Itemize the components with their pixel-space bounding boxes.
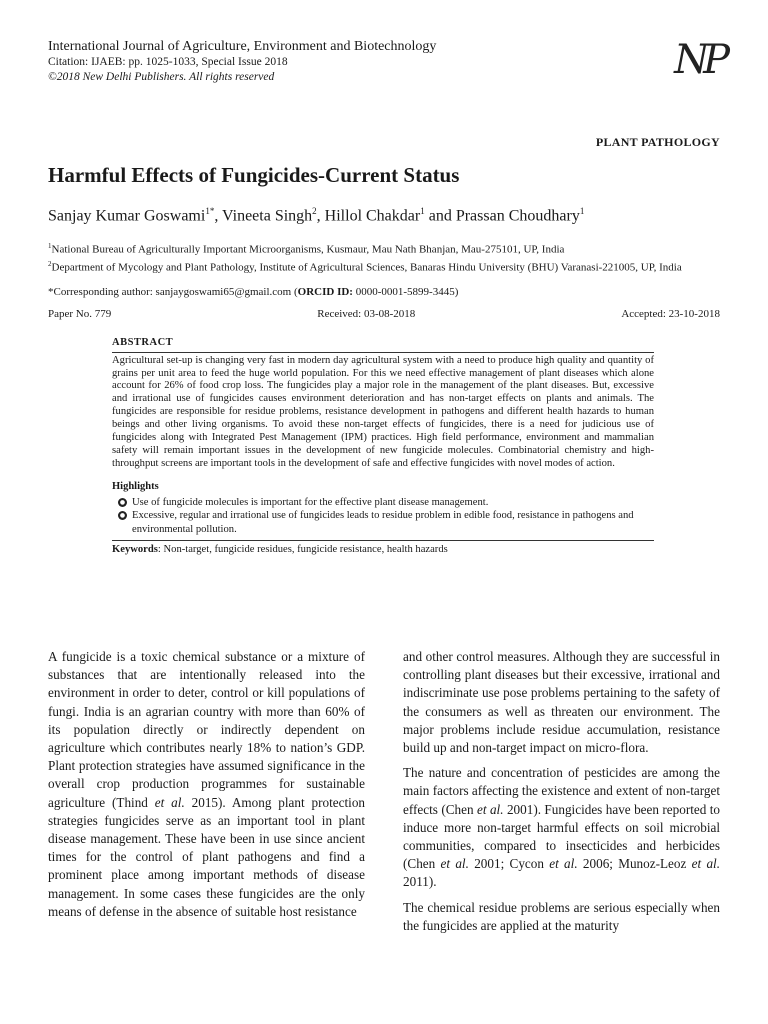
text-run: 2006; Munoz-Leoz [577, 856, 692, 872]
keywords-text: : Non-target, fungicide residues, fungicide resistance, health hazards [157, 544, 448, 556]
text-run: A fungicide is a toxic chemical substance or a mixture of substances that are intentionally released into the environment in order to deter, control or kill populations of fungi. India is an agrarian country with more than 60% of its population directly or indirectly dependent on agriculture which contributes nearly 18% to nation’s GDP. Plant protection strategies have assumed significance in the overall crop production programmes for sustainable agriculture (Thind [48, 649, 365, 810]
left-column [48, 648, 365, 942]
abstract-heading: ABSTRACT [112, 337, 654, 353]
text-run: et al. [477, 801, 504, 817]
received-date: Received: 03-08-2018 [317, 307, 416, 320]
author-sep: , [214, 207, 223, 225]
affiliation-sup: 1 [48, 242, 52, 251]
orcid-value: 0000-0001-5899-3445) [352, 285, 459, 298]
citation: Citation: IJAEB: pp. 1025-1033, Special Issue 2018 [48, 56, 288, 68]
paper-meta [48, 308, 720, 320]
journal-header [48, 37, 724, 98]
paragraph [403, 764, 720, 891]
keywords [112, 540, 654, 555]
highlight-item [118, 496, 654, 510]
highlights-list [112, 496, 654, 537]
keywords-label: Keywords [112, 544, 158, 556]
text-run: et al. [154, 794, 185, 810]
section-label: PLANT PATHOLOGY [595, 135, 720, 149]
orcid-label: ORCID ID: [297, 285, 353, 298]
author-sup: 1 [420, 206, 425, 216]
publisher-logo: NP [674, 37, 724, 83]
text-run: et al. [691, 856, 721, 872]
accepted-date: Accepted: 23-10-2018 [621, 307, 720, 320]
affiliation-text: Department of Mycology and Plant Pathology, Institute of Agricultural Sciences, Banaras Hindu University (BHU) Varanasi-221005, UP, India [51, 262, 682, 275]
author-name: Vineeta Singh [222, 207, 313, 225]
author-list [48, 201, 720, 226]
text-run: 2011). [403, 874, 437, 890]
abstract-box [112, 337, 654, 556]
affiliation [48, 239, 720, 257]
paragraph: The chemical residue problems are serious especially when the fungicides are applied at the maturity [403, 899, 720, 933]
author-name: Hillol Chakdar [324, 207, 421, 225]
author-sep: and [424, 207, 456, 225]
affiliation-sup: 2 [48, 260, 52, 269]
bullet-icon: ● [119, 498, 126, 506]
author-sup: 2 [312, 206, 317, 216]
journal-name: International Journal of Agriculture, Environment and Biotechnology [48, 39, 437, 54]
right-column [403, 648, 720, 942]
corresponding-author [48, 285, 720, 299]
highlight-text: Excessive, regular and irrational use of fungicides leads to residue problem in edible food, resistance in pathogens and environmental pollution. [132, 510, 634, 535]
author-name: Sanjay Kumar Goswami [48, 207, 206, 225]
text-run: 2001). Fungicides have been reported to induce more non-target harmful effects on soil microbial communities, compared to insecticides and herbicides (Chen [403, 801, 721, 872]
highlight-item [118, 509, 654, 536]
copyright: ©2018 New Delhi Publishers. All rights reserved [48, 71, 275, 83]
text-run: The nature and concentration of pesticides are among the main factors affecting the existence and extent of non-target effects (Chen [403, 765, 720, 817]
text-run: 2001; Cycon [468, 856, 550, 872]
author-name: Prassan Choudhary [455, 207, 580, 225]
text-run: et al. [549, 856, 578, 872]
highlights-heading: Highlights [112, 480, 159, 492]
affiliation [48, 257, 720, 275]
body-columns [48, 648, 720, 942]
paper-title: Harmful Effects of Fungicides-Current Status [48, 163, 460, 187]
bullet-icon: ● [119, 512, 126, 520]
highlight-text: Use of fungicide molecules is important for the effective plant disease management. [132, 496, 489, 508]
affiliations [48, 239, 720, 275]
text-run: 2015). Among plant protection strategies fungicides serve as an important tool in plant disease management. These have been in use since ancient times for the control of plant pathogens and find a prominent place among important methods of disease management. In some cases these fungicides are the only means of defense in the absence of suitable host resistance [48, 794, 366, 919]
paragraph [48, 648, 365, 921]
affiliation-text: National Bureau of Agriculturally Important Microorganisms, Kusmaur, Mau Nath Bhanjan, Mau-275101, UP, India [51, 243, 565, 256]
paper-number: Paper No. 779 [48, 307, 112, 320]
corresponding-email: *Corresponding author: sanjaygoswami65@gmail.com ( [48, 285, 298, 298]
text-run: et al. [440, 856, 469, 872]
author-sup: 1 [579, 206, 585, 216]
paragraph: and other control measures. Although they are successful in controlling plant diseases but their excessive, irrational and indiscriminate use pose problems pertaining to the safety of the consumers as well as threaten our environment. The major problems include residue accumulation, resistance build up and non-target impact on micro-flora. [403, 649, 720, 756]
author-sep: , [316, 207, 325, 225]
page [48, 37, 724, 556]
author-sup: 1* [205, 206, 215, 216]
abstract-text: Agricultural set-up is changing very fast in modern day agricultural system with a need to produce high quality and quantity of grains per unit area to feed the huge world population. For this we need effective management of plant diseases which alone account for 26% of food crop loss. The fungicides play a major role in the management of the plant diseases. But, excessive and irrational use of fungicides causes environment deterioration and has non-target effects on plants and animals. The fungicides are responsible for residue problems, resistance development in pathogens and different health hazards to human beings and other living organisms. To avoid these non-target effects of fungicides, there is a need for judicious use of fungicides along with Integrated Pest Management (IPM) practices. High field performance, environment and mammalian safety will remain important issues in the development of new fungicide molecules. Combinatorial chemistry and high-throughput screens are important tools in the development of safe and effective fungicides with novel modes of action. [112, 354, 654, 469]
